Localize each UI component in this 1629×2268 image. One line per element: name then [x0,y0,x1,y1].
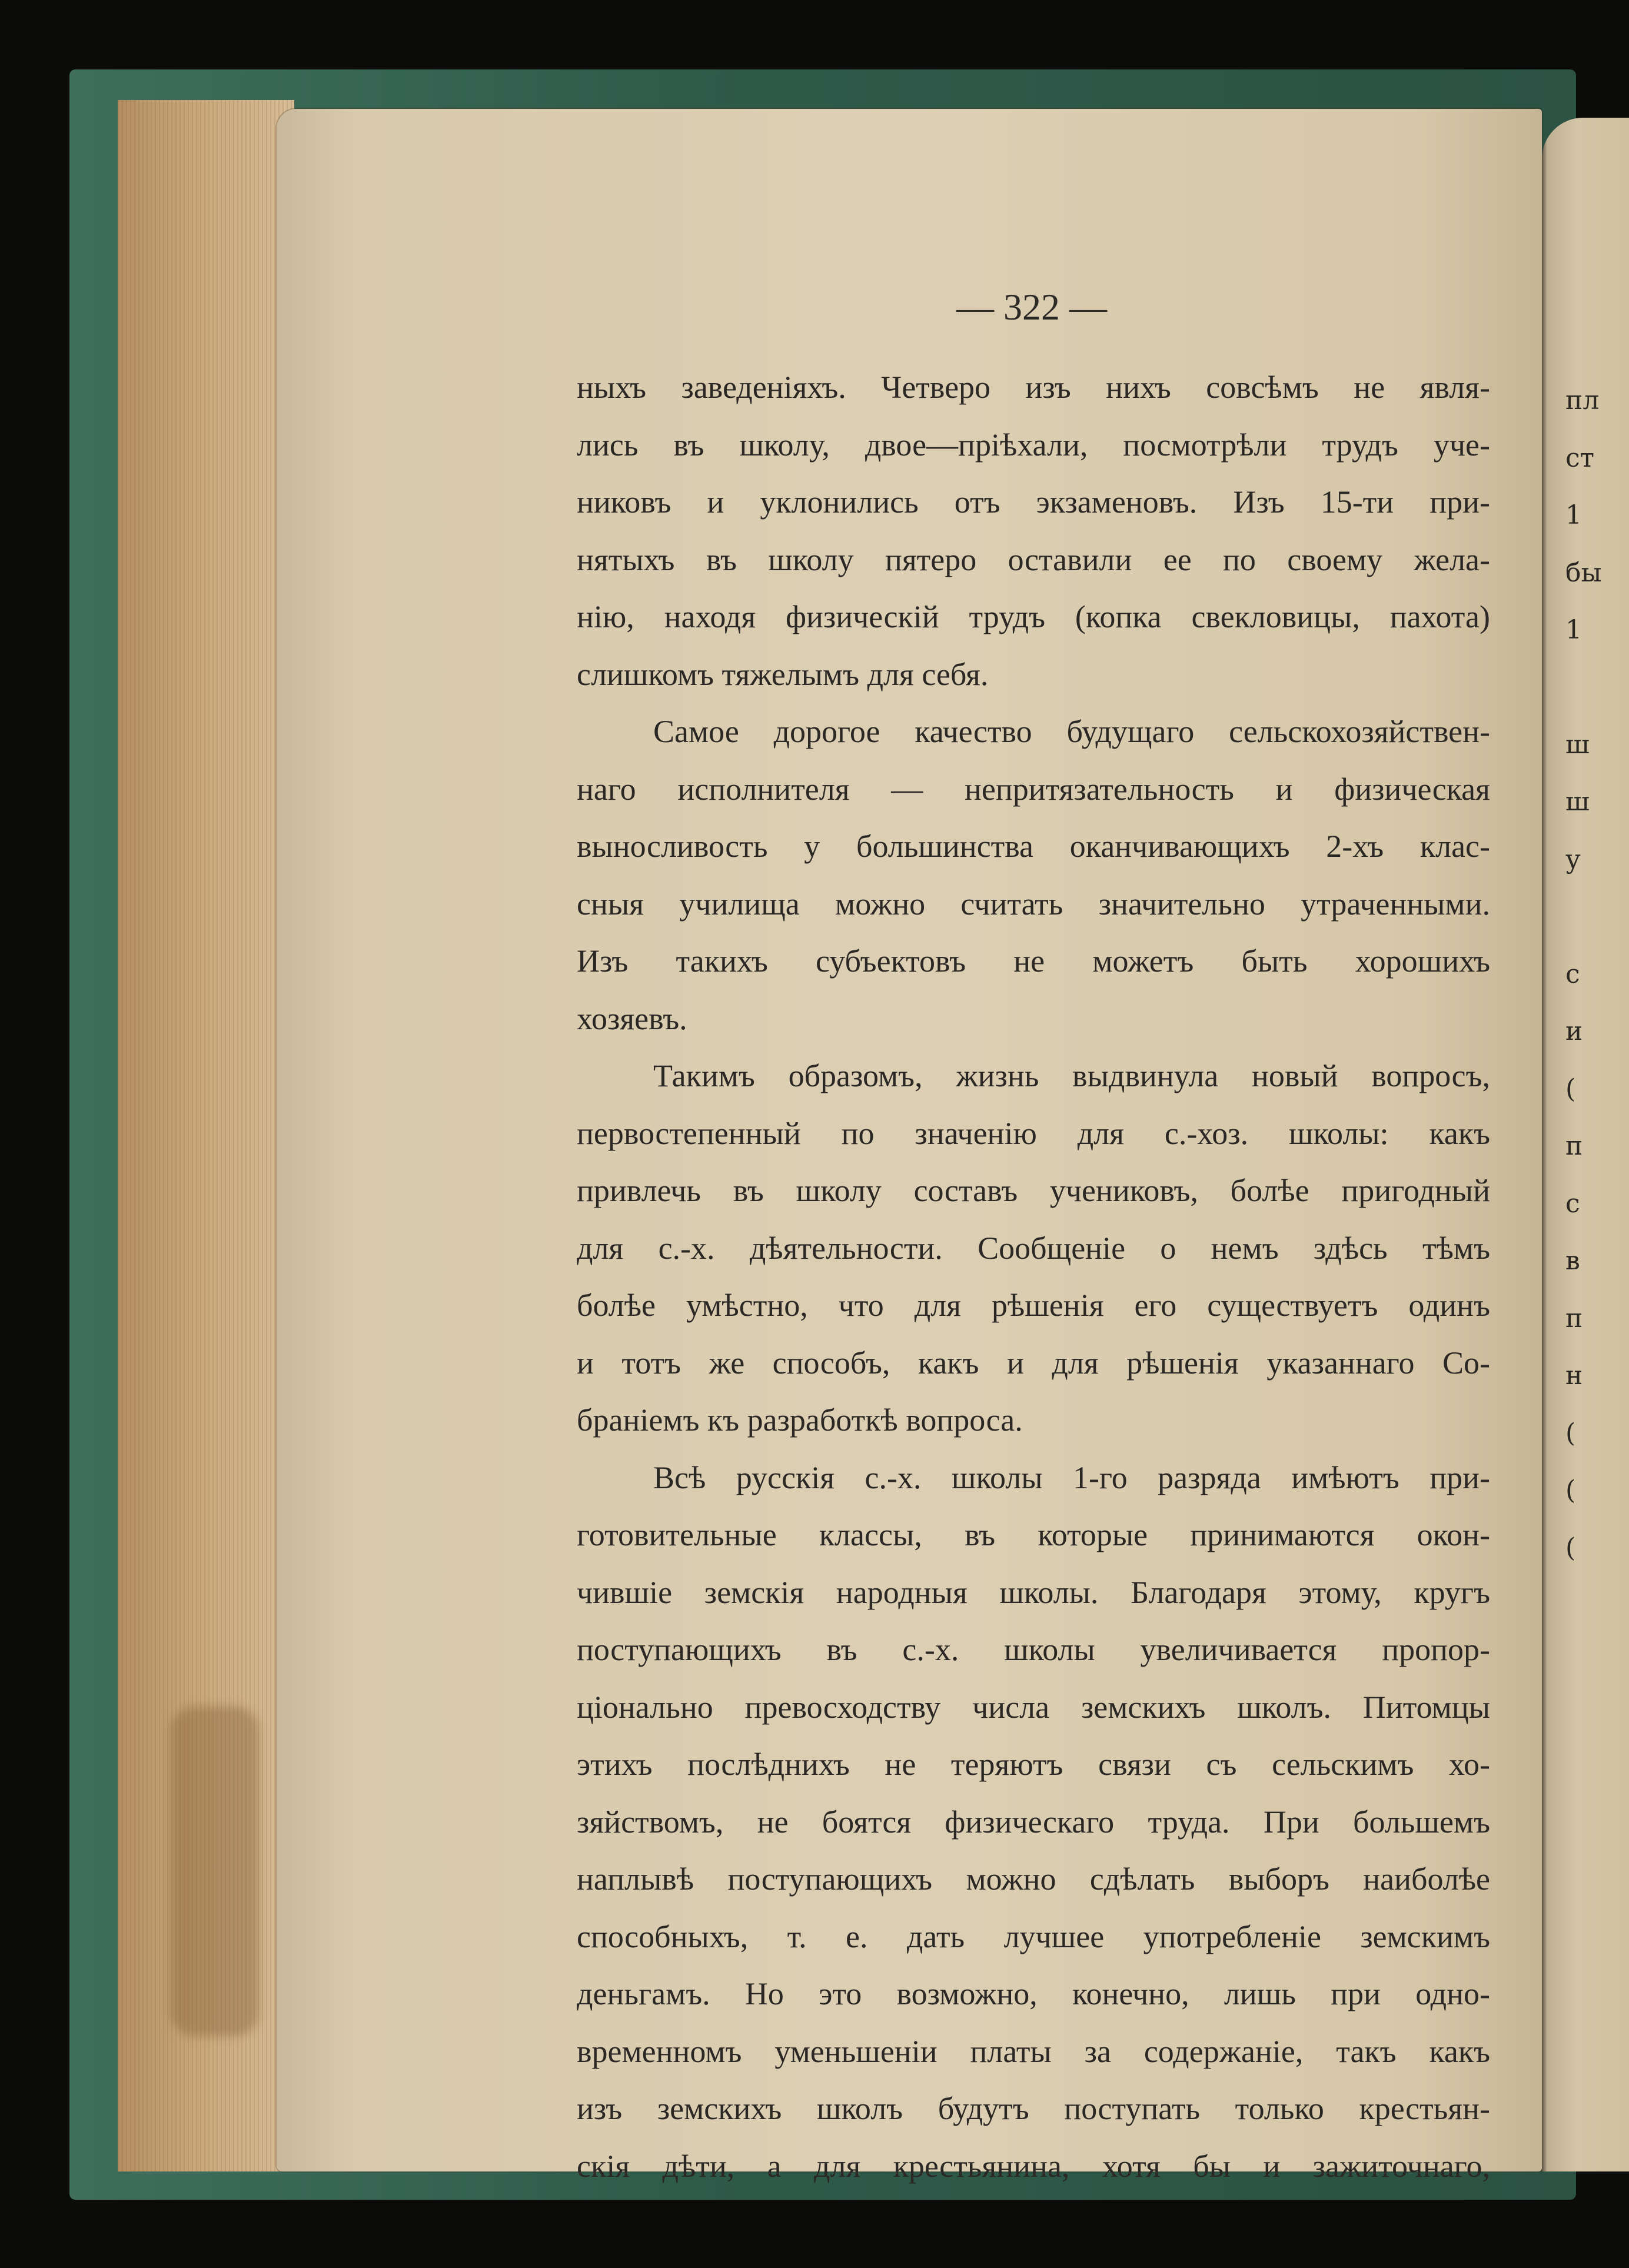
next-page-fragment: с [1565,959,1580,989]
text-line: никовъ и уклонились отъ экзаменовъ. Изъ 15-ти при- [577,484,1490,520]
text-line: привлечь въ школу составъ учениковъ, болѣе пригодный [577,1173,1490,1208]
text-line: зяйствомъ, не боятся физическаго труда. При большемъ [577,1804,1490,1840]
text-line: первостепенный по значенію для с.-хоз. школы: какъ [577,1115,1490,1151]
text-line: временномъ уменьшеніи платы за содержаніе, такъ какъ [577,2033,1490,2069]
next-page-fragment: п [1565,1131,1583,1161]
text-line: нятыхъ въ школу пятеро оставили ее по своему жела- [577,541,1490,577]
text-line: наплывѣ поступающихъ можно сдѣлать выборъ наиболѣе [577,1861,1490,1897]
text-line: ціонально превосходству числа земскихъ школъ. Питомцы [577,1689,1490,1725]
text-line: этихъ послѣднихъ не теряютъ связи съ сельскимъ хо- [577,1747,1490,1782]
text-line: ныхъ заведеніяхъ. Четверо изъ нихъ совсѣмъ не явля- [577,370,1490,405]
page-number: — 322 — [956,286,1107,328]
text-line: браніемъ къ разработкѣ вопроса. [577,1402,1023,1438]
next-page-fragment: бы [1565,558,1602,588]
text-line: способныхъ, т. е. дать лучшее употребленіе земскимъ [577,1918,1490,1954]
next-page-fragment: с [1565,1189,1580,1219]
text-line: изъ земскихъ школъ будутъ поступать только крестьян- [577,2091,1490,2126]
text-line: готовительные классы, въ которые принимаются окон- [577,1517,1490,1552]
next-page-edge [1542,118,1629,2171]
next-page-fragment: ( [1565,1475,1576,1505]
text-line: Такимъ образомъ, жизнь выдвинула новый вопросъ, [653,1058,1490,1093]
body-text [577,359,1490,2195]
text-line: выносливость у большинства оканчивающихъ 2-хъ клас- [577,829,1490,864]
text-line: Всѣ русскія с.-х. школы 1-го разряда имѣютъ при- [653,1459,1490,1495]
next-page-fragment: 1 [1565,615,1582,645]
next-page-fragment: 1 [1565,500,1582,530]
page-edge-stain [171,1707,259,2036]
next-page-fragment: ( [1565,1418,1576,1448]
text-line: для с.-х. дѣятельности. Сообщеніе о немъ здѣсь тѣмъ [577,1230,1490,1266]
next-page-fragment: ш [1565,730,1590,760]
next-page-fragment: и [1565,1016,1583,1046]
next-page-fragment: п [1565,1303,1583,1333]
next-page-fragment: ш [1565,787,1590,817]
next-page-fragment: в [1565,1246,1580,1276]
text-line: нію, находя физическій трудъ (копка свекловицы, пахота) [577,599,1490,634]
text-line: наго исполнителя — непритязательность и физическая [577,771,1490,807]
text-line: поступающихъ въ с.-х. школы увеличивается пропор- [577,1632,1490,1667]
next-page-fragment: пл [1565,385,1600,415]
text-line: хозяевъ. [577,1000,687,1036]
text-line: Изъ такихъ субъектовъ не можетъ быть хорошихъ [577,943,1490,979]
text-line: скія дѣти, а для крестьянина, хотя бы и зажиточнаго, [577,2148,1490,2184]
next-page-fragment: ст [1565,443,1594,473]
next-page-fragment: ( [1565,1533,1576,1563]
text-line: лись въ школу, двое—пріѣхали, посмотрѣли трудъ уче- [577,427,1490,463]
text-line: болѣе умѣстно, что для рѣшенія его существуетъ одинъ [577,1288,1490,1323]
text-line: слишкомъ тяжелымъ для себя. [577,656,989,692]
text-line: деньгамъ. Но это возможно, конечно, лишь при одно- [577,1976,1490,2011]
text-line: и тотъ же способъ, какъ и для рѣшенія указаннаго Со- [577,1345,1490,1381]
next-page-fragment: у [1565,844,1581,874]
text-line: чившіе земскія народныя школы. Благодаря этому, кругъ [577,1574,1490,1610]
next-page-fragment: н [1565,1361,1583,1391]
text-line: сныя училища можно считать значительно утраченными. [577,886,1490,922]
next-page-fragment: ( [1565,1074,1576,1104]
text-line: Самое дорогое качество будущаго сельскохозяйствен- [653,714,1490,749]
